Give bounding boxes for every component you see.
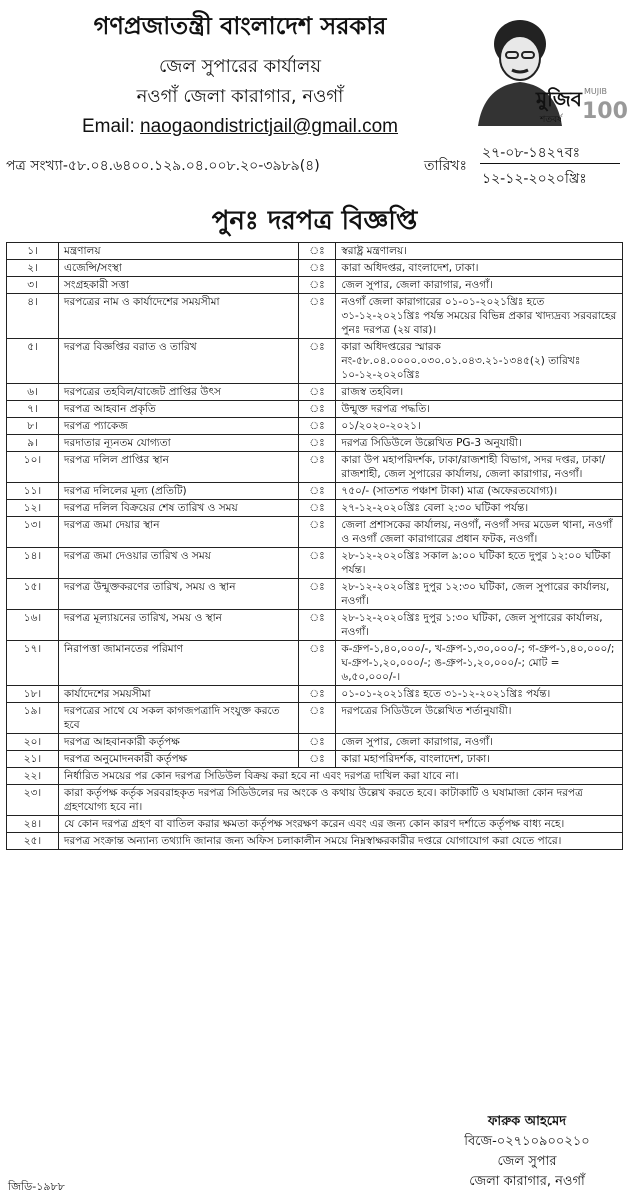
row-serial: ২। <box>7 260 59 277</box>
row-serial: ৯। <box>7 435 59 452</box>
note-serial: ২২। <box>7 768 59 785</box>
row-serial: ১৫। <box>7 579 59 610</box>
row-label: দরপত্র জমা দেওয়ার তারিখ ও সময় <box>59 548 299 579</box>
row-label: দরপত্র প্যাকেজ <box>59 418 299 435</box>
signatory-office: জেলা কারাগার, নওগাঁ <box>469 1174 585 1189</box>
notice-footer <box>0 1110 629 1200</box>
row-colon: ঃ <box>298 452 336 483</box>
email-link[interactable]: naogaondistrictjail@gmail.com <box>140 116 399 137</box>
row-serial: ৫। <box>7 339 59 384</box>
row-serial: ৮। <box>7 418 59 435</box>
row-serial: ২০। <box>7 734 59 751</box>
memo-number: পত্র সংখ্যা-৫৮.০৪.৬৪০০.১২৯.০৪.০০৮.২০-৩৯৮৯(৪) <box>6 158 320 174</box>
row-value: ০১-০১-২০২১খ্রিঃ হতে ৩১-১২-২০২১খ্রিঃ পর্যন্ত। <box>336 686 623 703</box>
row-label: দরপত্র জমা দেয়ার স্থান <box>59 517 299 548</box>
table-row <box>7 384 623 401</box>
date-divider <box>480 163 620 164</box>
row-colon: ঃ <box>298 294 336 339</box>
row-value: দরপত্রের সিডিউলে উল্লেখিত শর্তানুযায়ী। <box>336 703 623 734</box>
row-colon: ঃ <box>298 641 336 686</box>
row-label: দরপত্র আহবানকারী কর্তৃপক্ষ <box>59 734 299 751</box>
table-row <box>7 277 623 294</box>
row-label: এজেন্সি/সংস্থা <box>59 260 299 277</box>
row-value: জেল সুপার, জেলা কারাগার, নওগাঁ। <box>336 734 623 751</box>
row-serial: ৪। <box>7 294 59 339</box>
table-row <box>7 483 623 500</box>
note-serial: ২৫। <box>7 833 59 850</box>
row-serial: ১০। <box>7 452 59 483</box>
row-label: সংগ্রহকারী সত্তা <box>59 277 299 294</box>
row-label: দরপত্র দলিল বিক্রয়ের শেষ তারিখ ও সময় <box>59 500 299 517</box>
table-row <box>7 579 623 610</box>
logo-text-num: 100 <box>582 99 628 124</box>
row-colon: ঃ <box>298 703 336 734</box>
date-gregorian: ১২-১২-২০২০খ্রিঃ <box>482 171 587 187</box>
row-colon: ঃ <box>298 610 336 641</box>
note-row <box>7 833 623 850</box>
row-colon: ঃ <box>298 418 336 435</box>
row-value: স্বরাষ্ট্র মন্ত্রণালয়। <box>336 243 623 260</box>
row-label: দরপত্র উন্মুক্তকরণের তারিখ, সময় ও স্থান <box>59 579 299 610</box>
row-value: কারা অধিদপ্তর, বাংলাদেশ, ঢাকা। <box>336 260 623 277</box>
table-row <box>7 339 623 384</box>
row-colon: ঃ <box>298 686 336 703</box>
row-colon: ঃ <box>298 517 336 548</box>
table-row <box>7 751 623 768</box>
table-row <box>7 641 623 686</box>
row-serial: ১১। <box>7 483 59 500</box>
row-serial: ১৩। <box>7 517 59 548</box>
row-value: জেল সুপার, জেলা কারাগার, নওগাঁ। <box>336 277 623 294</box>
table-row <box>7 734 623 751</box>
signatory-designation: জেল সুপার <box>497 1154 557 1169</box>
row-colon: ঃ <box>298 548 336 579</box>
logo-text-en: MUJIB <box>584 87 607 96</box>
row-serial: ১৪। <box>7 548 59 579</box>
jail-name: নওগাঁ জেলা কারাগার, নওগাঁ <box>136 86 344 107</box>
row-label: দরদাতার ন্যূনতম যোগ্যতা <box>59 435 299 452</box>
row-label: কার্যাদেশের সময়সীমা <box>59 686 299 703</box>
row-label: দরপত্র দলিল প্রাপ্তির স্থান <box>59 452 299 483</box>
note-text: দরপত্র সংক্রান্ত অন্যান্য তথ্যাদি জানার জন্য অফিস চলাকালীন সময়ে নিম্নস্বাক্ষরকারীর দপ্তরে যোগাযোগ করা যেতে পারে। <box>59 833 623 850</box>
row-label: দরপত্রের সাথে যে সকল কাগজপত্রাদি সংযুক্ত করতে হবে <box>59 703 299 734</box>
row-value: কারা উপ মহাপরিদর্শক, ঢাকা/রাজশাহী বিভাগ, সদর দপ্তর, ঢাকা/রাজশাহী, জেল সুপারের কার্যালয়, জেলা কারাগার, নওগাঁ। <box>336 452 623 483</box>
row-label: দরপত্র মূল্যায়নের তারিখ, সময় ও স্থান <box>59 610 299 641</box>
signature-block <box>442 1112 612 1192</box>
table-row <box>7 418 623 435</box>
row-serial: ১২। <box>7 500 59 517</box>
row-colon: ঃ <box>298 435 336 452</box>
signatory-id: বিজে-০২৭১০৯০০২১০ <box>464 1134 590 1149</box>
table-row <box>7 452 623 483</box>
row-value: ক-গ্রুপ-১,৪০,০০০/-, খ-গ্রুপ-১,৩০,০০০/-; গ-গ্রুপ-১,৪০,০০০/; ঘ-গ্রুপ-১,২০,০০০/-; ঙ-গ্রুপ-১,২০,০০০/-; মোট = ৬,৫০,০০০/-। <box>336 641 623 686</box>
row-label: মন্ত্রণালয় <box>59 243 299 260</box>
row-serial: ১৯। <box>7 703 59 734</box>
date-bangla: ২৭-০৮-১৪২৭বঃ <box>482 145 581 161</box>
note-text: নির্ধারিত সময়ের পর কোন দরপত্র সিডিউল বিক্রয় করা হবে না এবং দরপত্র দাখিল করা যাবে না। <box>59 768 623 785</box>
row-serial: ৬। <box>7 384 59 401</box>
note-row <box>7 768 623 785</box>
row-serial: ২১। <box>7 751 59 768</box>
row-serial: ১৮। <box>7 686 59 703</box>
email-label: Email: <box>81 116 141 137</box>
row-colon: ঃ <box>298 243 336 260</box>
row-value: জেলা প্রশাসকের কার্যালয়, নওগাঁ, নওগাঁ সদর মডেল থানা, নওগাঁ ও নওগাঁ জেলা কারাগারের প্রধান ফটক, নওগাঁ। <box>336 517 623 548</box>
table-row <box>7 548 623 579</box>
logo-text-main: মুজিব <box>536 87 582 111</box>
table-row <box>7 435 623 452</box>
row-serial: ১৬। <box>7 610 59 641</box>
row-colon: ঃ <box>298 751 336 768</box>
row-value: কারা মহাপরিদর্শক, বাংলাদেশ, ঢাকা। <box>336 751 623 768</box>
row-value: ০১/২০২০-২০২১। <box>336 418 623 435</box>
mujib-centenary-logo <box>470 14 628 126</box>
table-row <box>7 517 623 548</box>
note-row <box>7 816 623 833</box>
row-label: দরপত্র বিজ্ঞপ্তির বরাত ও তারিখ <box>59 339 299 384</box>
row-value: নওগাঁ জেলা কারাগারের ০১-০১-২০২১খ্রিঃ হতে ৩১-১২-২০২১খ্রিঃ পর্যন্ত সময়ের বিভিন্ন প্রকার খাদ্যদ্রব্য সরবরাহের পুনঃ দরপত্র (২য় বার)। <box>336 294 623 339</box>
logo-text-sub: শতবর্ষ <box>540 115 563 125</box>
row-label: দরপত্র অনুমোদনকারী কর্তৃপক্ষ <box>59 751 299 768</box>
table-row <box>7 500 623 517</box>
date-label: তারিখঃ <box>424 158 467 174</box>
row-colon: ঃ <box>298 734 336 751</box>
row-serial: ১৭। <box>7 641 59 686</box>
row-value: উন্মুক্ত দরপত্র পদ্ধতি। <box>336 401 623 418</box>
table-row <box>7 610 623 641</box>
row-value: দরপত্র সিডিউলে উল্লেখিত PG-3 অনুযায়ী। <box>336 435 623 452</box>
row-serial: ১। <box>7 243 59 260</box>
note-serial: ২৩। <box>7 785 59 816</box>
row-colon: ঃ <box>298 579 336 610</box>
table-row <box>7 686 623 703</box>
gd-number: জিডি-১৯৮৮ <box>8 1180 65 1193</box>
row-colon: ঃ <box>298 483 336 500</box>
office-name: জেল সুপারের কার্যালয় <box>158 56 322 77</box>
table-row <box>7 243 623 260</box>
table-row <box>7 260 623 277</box>
table-row <box>7 401 623 418</box>
row-colon: ঃ <box>298 339 336 384</box>
table-row <box>7 703 623 734</box>
note-row <box>7 785 623 816</box>
row-value: ৭৫০/- (সাতশত পঞ্চাশ টাকা) মাত্র (অফেরতযোগ্য)। <box>336 483 623 500</box>
row-label: দরপত্র দলিলের মূল্য (প্রতিটি) <box>59 483 299 500</box>
note-text: যে কোন দরপত্র গ্রহণ বা বাতিল করার ক্ষমতা কর্তৃপক্ষ সংরক্ষণ করেন এবং এর জন্য কোন কারণ দর্শাতে কর্তৃপক্ষ বাধ্য নহে। <box>59 816 623 833</box>
row-label: দরপত্র আহবান প্রকৃতি <box>59 401 299 418</box>
row-colon: ঃ <box>298 260 336 277</box>
row-value: ২৭-১২-২০২০খ্রিঃ বেলা ২:৩০ ঘটিকা পর্যন্ত। <box>336 500 623 517</box>
row-serial: ৭। <box>7 401 59 418</box>
row-label: দরপত্রের নাম ও কার্যাদেশের সময়সীমা <box>59 294 299 339</box>
row-value: ২৮-১২-২০২০খ্রিঃ দুপুর ১:৩০ ঘটিকা, জেল সুপারের কার্যালয়, নওগাঁ। <box>336 610 623 641</box>
notice-header <box>0 0 629 195</box>
row-serial: ৩। <box>7 277 59 294</box>
note-text: কারা কর্তৃপক্ষ কর্তৃক সরবরাহকৃত দরপত্র সিডিউলের দর অংকে ও কথায় উল্লেখ করতে হবে। কাটাকাটি ও ঘষামাজা কোন দরপত্র গ্রহণযোগ্য হবে না। <box>59 785 623 816</box>
signatory-name: ফারুক আহমেদ <box>487 1114 567 1129</box>
government-name: গণপ্রজাতন্ত্রী বাংলাদেশ সরকার <box>93 12 387 40</box>
email-line <box>0 116 480 138</box>
tender-table-wrapper <box>6 242 623 1112</box>
row-label: দরপত্রের তহবিল/বাজেট প্রাপ্তির উৎস <box>59 384 299 401</box>
note-serial: ২৪। <box>7 816 59 833</box>
row-value: ২৮-১২-২০২০খ্রিঃ দুপুর ১২:৩০ ঘটিকা, জেল সুপারের কার্যালয়, নওগাঁ। <box>336 579 623 610</box>
row-colon: ঃ <box>298 500 336 517</box>
notice-title: পুনঃ দরপত্র বিজ্ঞপ্তি <box>211 206 418 236</box>
row-label: নিরাপত্তা জামানতের পরিমাণ <box>59 641 299 686</box>
table-row <box>7 294 623 339</box>
row-value: রাজস্ব তহবিল। <box>336 384 623 401</box>
tender-table-body <box>7 243 623 850</box>
row-colon: ঃ <box>298 384 336 401</box>
row-value: কারা অধিদপ্তরের স্মারক নং-৫৮.০৪.০০০০.০৩০.০১.০৪৩.২১-১৩৪৫(২) তারিখঃ ১০-১২-২০২০খ্রিঃ <box>336 339 623 384</box>
row-value: ২৮-১২-২০২০খ্রিঃ সকাল ৯:০০ ঘটিকা হতে দুপুর ১২:০০ ঘটিকা পর্যন্ত। <box>336 548 623 579</box>
row-colon: ঃ <box>298 277 336 294</box>
row-colon: ঃ <box>298 401 336 418</box>
tender-table <box>6 242 623 850</box>
